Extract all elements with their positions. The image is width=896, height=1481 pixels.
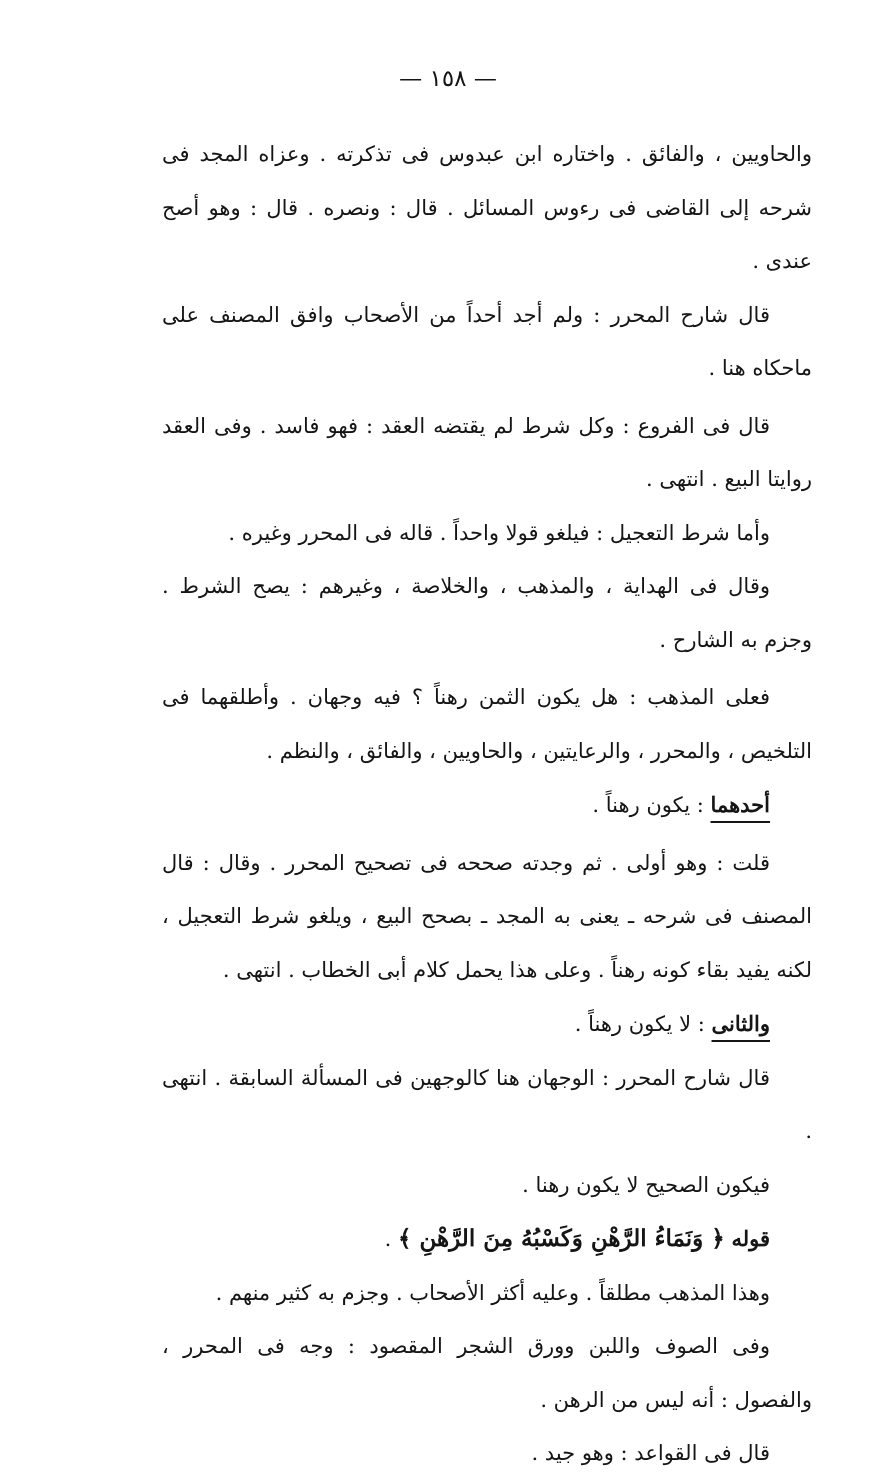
paragraph: وأما شرط التعجيل : فيلغو قولا واحداً . قاله فى المحرر وغيره . bbox=[228, 520, 770, 545]
paragraph bbox=[162, 1212, 812, 1267]
paragraph: قال شارح المحرر : ولم أجد أحداً من الأصحاب وافق المصنف على ماحكاه هنا . bbox=[162, 302, 812, 380]
paragraph: قال شارح المحرر : الوجهان هنا كالوجهين فى المسألة السابقة . انتهى . bbox=[162, 1065, 812, 1143]
paragraph-text: . bbox=[384, 1227, 392, 1251]
paragraph: والحاويين ، والفائق . واختاره ابن عبدوس فى تذكرته . وعزاه المجد فى شرحه إلى القاضى فى رءوس المسائل . قال : ونصره . قال : وهو أصح عندى . bbox=[162, 142, 812, 273]
page-number: — ١٥٨ — bbox=[399, 66, 497, 92]
section-label: أحدهما bbox=[710, 792, 770, 817]
paragraph-text: : يكون رهناً . bbox=[592, 793, 704, 817]
paragraph-text: : لا يكون رهناً . bbox=[574, 1012, 705, 1036]
paragraph: فيكون الصحيح لا يكون رهنا . bbox=[522, 1172, 770, 1197]
quranic-quote: ﴿ وَنَمَاءُ الرَّهْنِ وَكَسْبُهُ مِنَ الرَّهْنِ ﴾ bbox=[398, 1225, 725, 1252]
section-label: والثانى bbox=[711, 1011, 770, 1036]
paragraph bbox=[162, 997, 812, 1052]
paragraph: وهذا المذهب مطلقاً . وعليه أكثر الأصحاب . وجزم به كثير منهم . bbox=[215, 1280, 770, 1305]
page-body bbox=[162, 128, 812, 1481]
paragraph: قلت : وهو أولى . ثم وجدته صححه فى تصحيح المحرر . وقال : قال المصنف فى شرحه ـ يعنى به المجد ـ بصحح البيع ، ويلغو شرط التعجيل ، لكنه يفيد بقاء كونه رهناً . وعلى هذا يحمل كلام أبى الخطاب . انتهى . bbox=[162, 850, 812, 982]
paragraph bbox=[162, 778, 812, 833]
paragraph: وقال فى الهداية ، والمذهب ، والخلاصة ، وغيرهم : يصح الشرط . وجزم به الشارح . bbox=[162, 574, 812, 652]
paragraph: قال فى القواعد : وهو جيد . bbox=[531, 1441, 770, 1465]
paragraph: فعلى المذهب : هل يكون الثمن رهناً ؟ فيه وجهان . وأطلقهما فى التلخيص ، والمحرر ، والرعايتين ، والحاويين ، والفائق ، والنظم . bbox=[162, 685, 812, 763]
section-label: قوله bbox=[731, 1226, 770, 1251]
paragraph: وفى الصوف واللبن وورق الشجر المقصود : وجه فى المحرر ، والفصول : أنه ليس من الرهن . bbox=[162, 1334, 812, 1412]
paragraph: قال فى الفروع : وكل شرط لم يقتضه العقد : فهو فاسد . وفى العقد روايتا البيع . انتهى . bbox=[162, 413, 812, 491]
